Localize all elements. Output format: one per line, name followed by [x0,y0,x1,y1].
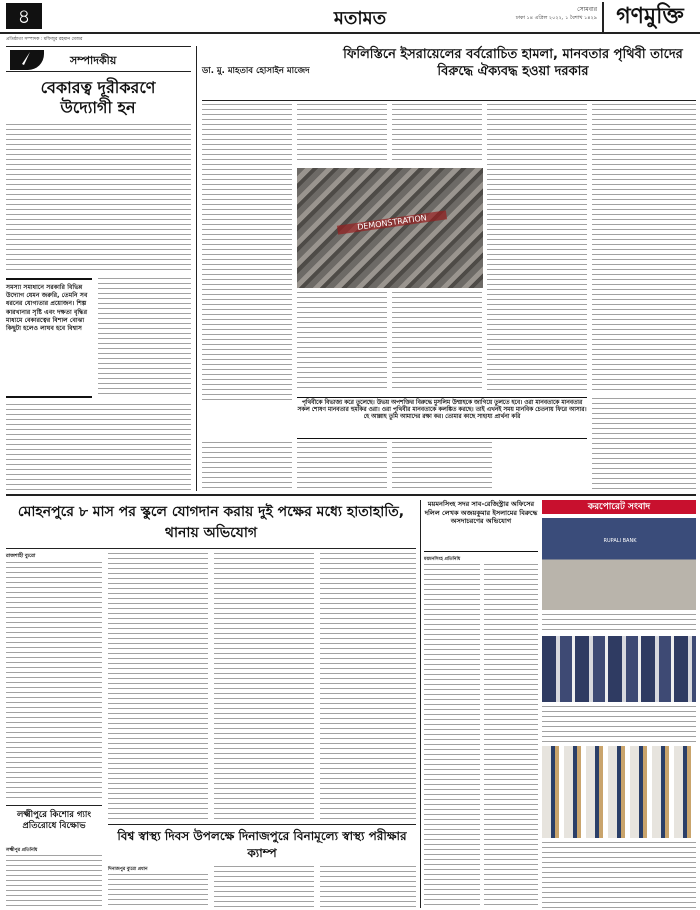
section-title: মতামত [333,8,387,29]
news-dinajpur-byline: দিনাজপুর ব্যুরো প্রধান [108,867,148,872]
editorial-body-top [6,124,191,274]
corporate-body-1 [542,614,696,634]
news-lakshmipur-title: লক্ষ্মীপুরে কিশোর গ্যাং প্রতিরোধে বিক্ষোভ [16,810,92,831]
news-dinajpur-col-2 [214,866,314,908]
editorial-section [6,46,191,491]
news-mohanpur-col-2 [108,553,208,821]
photo-banner-text: DEMONSTRATION [337,210,447,234]
opinion-col-2b [297,292,387,392]
dateline: ঢাকা ১৪ এপ্রিল ২০২২, ১ বৈশাখ ১৪২৯ [515,15,597,21]
opinion-col-5b [592,398,696,490]
quill-icon [10,50,44,70]
opinion-col-5 [592,104,696,394]
news-mymensingh-box [424,500,538,552]
news-mymensingh-col-2 [484,564,538,908]
brand-name: গণমুক্তি [616,4,684,29]
news-lakshmipur-divider [6,805,102,806]
editorial-title: বেকারত্ব দূরীকরণে উদ্যোগী হন [40,78,156,117]
editorial-label-bar [6,46,191,72]
news-dinajpur-title: বিশ্ব স্বাস্থ্য দিবস উপলক্ষে দিনাজপুরে বিনামূল্যে স্বাস্থ্য পরীক্ষার ক্যাম্প [117,829,407,860]
corporate-photo-1 [542,518,696,610]
opinion-col-1 [202,104,292,404]
editorial-label: সম্পাদকীয় [70,54,117,67]
masthead [0,0,700,34]
weekday: সোমবার [577,6,597,13]
brand-logo [602,2,696,32]
news-mohanpur-underline [6,548,416,549]
editor-line: প্রতিষ্ঠাতা সম্পাদক : মফিজুর রহমান মেজর [6,37,83,42]
opinion-underline [202,100,696,101]
news-mohanpur-col-3 [214,553,314,821]
opinion-col-3b [392,292,482,392]
opinion-author: ডা. মু. মাহতাব হোসাইন মাজেদ [202,66,310,76]
editorial-body-bottom [6,404,191,490]
news-mymensingh-col-1 [424,564,480,908]
vertical-divider-bottom [420,500,421,908]
editorial-body-right [98,278,191,398]
corporate-body-2 [542,706,696,742]
opinion-pullquote-box [297,397,587,439]
news-lakshmipur-byline: লক্ষ্মীপুর প্রতিনিধি [6,848,38,853]
editorial-pullquote-box [6,278,92,398]
corporate-photo-2 [542,636,696,702]
news-mohanpur-col-1 [6,562,102,800]
corporate-label: করপোরেট সংবাদ [587,502,651,512]
protest-photo [297,168,483,288]
news-dinajpur-col-3 [320,866,416,908]
editorial-pullquote: সমস্যা সমাধানে সরকারি বিভিন্ন উদ্যোগ যেমন জরুরি, তেমনি সব ধরনের যোগ্যতার প্রয়োজন। শিল্প কারখানার সৃষ্টি এবং দক্ষতা বৃদ্ধির মাধ্যমে বেকারত্বের বিশাল বোঝা কিছুটা হলেও লাঘব হবে বিশ্বাস [6,284,88,333]
news-lakshmipur-body [6,855,102,907]
opinion-header [202,46,696,100]
news-mymensingh-title: ময়মনসিংহ সদর সাব-রেজিস্ট্রার অফিসের দলিল লেখক অজয়কুমার ইসলামের বিরুদ্ধে অসদাচরণের অভিযোগ [424,500,538,526]
vertical-divider-left [196,46,197,491]
opinion-col-4 [487,104,587,394]
page-number: ৪ [6,3,42,29]
opinion-title: ফিলিস্তিনে ইসরায়েলের বর্বরোচিত হামলা, মানবতার পৃথিবী তাদের বিরুদ্ধে ঐক্যবদ্ধ হওয়া দরকার [343,47,683,79]
opinion-col-1b [202,442,292,490]
horizontal-divider-mid [6,494,696,496]
news-dinajpur-col-1 [108,874,208,908]
news-mohanpur-byline: রাজশাহী ব্যুরো [6,553,36,559]
news-mohanpur-title: মোহনপুরে ৮ মাস পর স্কুলে যোগদান করায় দুই পক্ষের মধ্যে হাতাহাতি, থানায় অভিযোগ [17,504,405,541]
opinion-col-2 [297,104,387,164]
corporate-header [542,500,696,514]
opinion-pullquote: পৃথিবীকে বিভাজ্য করে তুলেছে। উভয় অপশক্তির বিরুদ্ধে মুসলিম উম্মাহকে জাগিয়ে তুলতে হবে। ওরা মানবতাকে মানবতার সকল শোষণ মানবতার হুমকির ওরা। ওরা পৃথিবীর মানবতাকে কলঙ্কিত করছে। তাই এখনই সময় মানবিক চেতনায় ফিরে আসার। হে আল্লাহ তুমি আমাদের রক্ষা কর। তোমার কাছে সাহায্য প্রার্থনা করি [297,400,587,420]
corporate-banner: RUPALI BANK [603,538,637,544]
news-mymensingh-byline: ময়মনসিংহ প্রতিনিধি [424,557,461,562]
opinion-col-2c [297,442,387,490]
opinion-col-3c [392,442,492,490]
news-dinajpur-divider [108,824,416,825]
opinion-col-3 [392,104,482,164]
corporate-body-3 [542,842,696,908]
news-mohanpur-col-4 [320,553,416,821]
corporate-photo-3 [542,746,696,838]
